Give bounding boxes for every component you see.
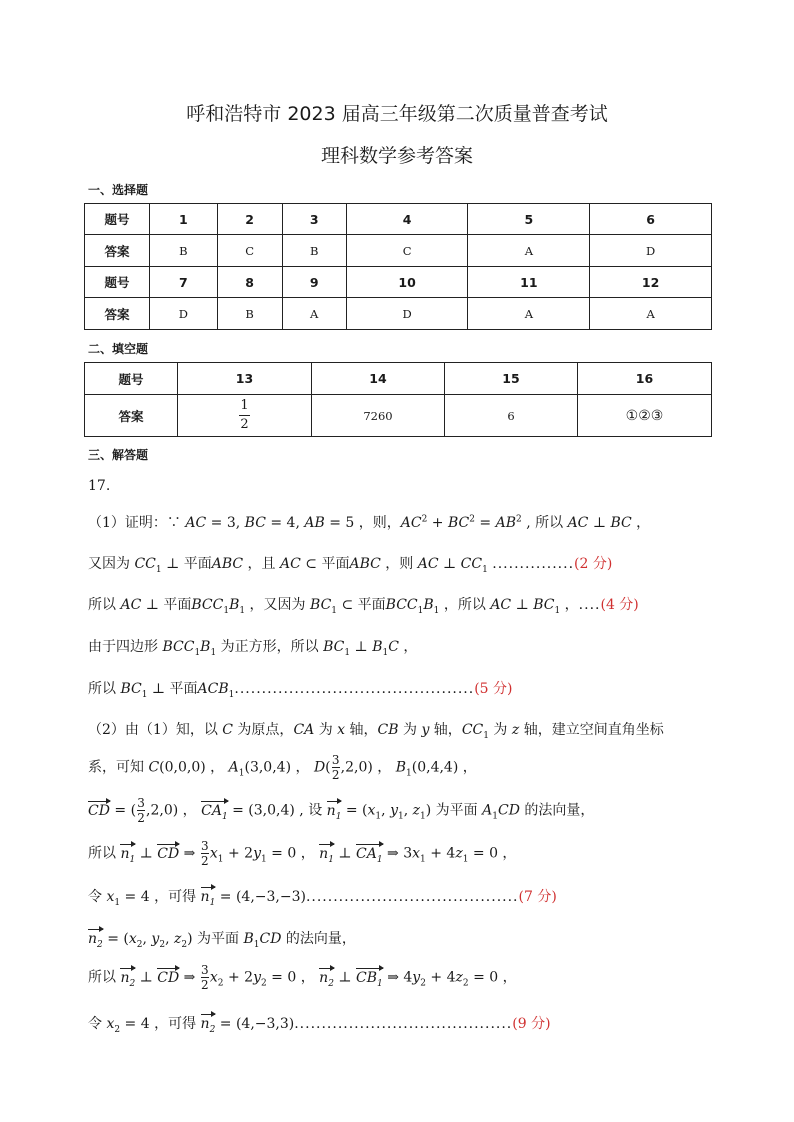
- answer-cell: A: [468, 235, 590, 267]
- answer-cell: A: [590, 298, 712, 330]
- fraction-denominator: 2: [240, 417, 249, 432]
- fill-answer-table: [84, 362, 712, 437]
- solution-line: 又因为 $CC_1$ ⊥ 平面ABC ，且 AC ⊂ 平面ABC ，则 AC ⊥ $CC_1$ ...............(2 分): [88, 556, 613, 575]
- solution-line: $n_2 = (x_2$, $y_2$, $z_2$) 为平面 $B_1CD$ 的法向量，: [88, 931, 356, 950]
- answer-cell: D: [346, 298, 468, 330]
- score-mark: (2 分): [574, 556, 613, 572]
- table-row: [85, 363, 712, 395]
- question-number: 15: [445, 363, 578, 395]
- solution-line: 所以 $BC_1$ ⊥ 平面$ACB_1............................................(5$ 分): [88, 681, 513, 700]
- question-number: 3: [282, 204, 346, 235]
- answer-cell: B: [150, 235, 218, 267]
- question-number: 16: [578, 363, 712, 395]
- question-number: 6: [590, 204, 712, 235]
- section-choice-heading: 一、选择题: [88, 183, 149, 197]
- fraction: [239, 399, 250, 431]
- question-number: 11: [468, 267, 590, 298]
- table-row: [85, 298, 712, 330]
- question-number: 4: [346, 204, 468, 235]
- score-mark: (9 分): [512, 1016, 551, 1032]
- question-number: 7: [150, 267, 218, 298]
- row-label: 题号: [85, 267, 150, 298]
- answer-cell: C: [217, 235, 282, 267]
- table-row: [85, 267, 712, 298]
- solution-line: CD = ( $\frac{3}{2}$ ,2,0) ， $CA_1 = (3,0,4)$ , 设 $n_1 = (x_1$, $y_1$, $z_1$) 为平面 $A_1CD$ 的法向量，: [88, 796, 595, 825]
- score-mark: (7 分): [518, 889, 557, 905]
- question-number: 2: [217, 204, 282, 235]
- answer-cell: ①②③: [578, 395, 712, 437]
- fraction-numerator: 1: [240, 398, 249, 414]
- exam-title: 呼和浩特市 2023 届高三年级第二次质量普查考试: [186, 103, 608, 125]
- solution-line: 系，可知 C(0,0,0) ， $A_1(3,0,4)$ ， D( $\frac{3}{2}$ ,2,0) ， $B_1(0,4,4)$ ，: [88, 753, 477, 782]
- choice-answer-table: [84, 203, 712, 330]
- solution-line: （1）证明：∵ AC = 3, BC = 4, AB = 5 ，则，$AC^2 + BC^2 = AB^2$ , 所以 AC ⊥ BC ，: [88, 514, 651, 531]
- table-row: [85, 204, 712, 235]
- section-fill-heading: 二、填空题: [88, 342, 149, 356]
- answer-cell: C: [346, 235, 468, 267]
- answer-cell: D: [590, 235, 712, 267]
- problem-number: 17.: [88, 478, 111, 494]
- question-number: 5: [468, 204, 590, 235]
- row-label: 题号: [85, 204, 150, 235]
- answer-cell: D: [150, 298, 218, 330]
- question-number: 13: [178, 363, 312, 395]
- answer-cell: 6: [445, 395, 578, 437]
- question-number: 14: [312, 363, 445, 395]
- solution-line: （2）由（1）知，以 C 为原点，CA 为 x 轴，CB 为 y 轴，$CC_1$ 为 z 轴，建立空间直角坐标: [88, 722, 664, 741]
- solution-line: 由于四边形 $BCC_1B_1$ 为正方形，所以 $BC_1$ ⊥ $B_1C$ ，: [88, 639, 418, 658]
- score-mark: (4 分): [600, 597, 639, 613]
- question-number: 12: [590, 267, 712, 298]
- table-row: [85, 235, 712, 267]
- solution-line: 令 $x_2 = 4$ ，可得 $n_2 = (4,-3,3)........................................(9$ 分): [88, 1016, 551, 1035]
- row-label: 答案: [85, 395, 178, 437]
- question-number: 9: [282, 267, 346, 298]
- table-row: [85, 395, 712, 437]
- question-number: 8: [217, 267, 282, 298]
- answer-cell: B: [282, 235, 346, 267]
- section-solution-heading: 三、解答题: [88, 448, 149, 462]
- answer-cell: 7260: [312, 395, 445, 437]
- answer-cell: A: [468, 298, 590, 330]
- score-mark: (5 分): [474, 681, 513, 697]
- answer-cell: B: [217, 298, 282, 330]
- row-label: 答案: [85, 298, 150, 330]
- row-label: 题号: [85, 363, 178, 395]
- solution-line: 令 $x_1 = 4$ ，可得 $n_1 = (4,-3,-3).......................................(7$ 分): [88, 889, 557, 908]
- question-number: 1: [150, 204, 218, 235]
- solution-line: 所以 AC ⊥ 平面$BCC_1B_1$ ，又因为 $BC_1$ ⊂ 平面$BCC_1B_1$ ，所以 AC ⊥ $BC_1$ ，....(4 分): [88, 597, 639, 616]
- answer-cell: A: [282, 298, 346, 330]
- solution-line: 所以 $n_2$ ⊥ CD ⇒ $\frac{3}{2}$ $x_2 + 2y_2 = 0$ ， $n_2$ ⊥ $CB_1$ ⇒ $4y_2 + 4z_2 = 0$ ，: [88, 963, 517, 992]
- answer-cell: [178, 395, 312, 437]
- solution-line: 所以 $n_1$ ⊥ CD ⇒ $\frac{3}{2}$ $x_1 + 2y_1 = 0$ ， $n_1$ ⊥ $CA_1$ ⇒ $3x_1 + 4z_1 = 0$ ，: [88, 839, 517, 868]
- question-number: 10: [346, 267, 468, 298]
- exam-subtitle: 理科数学参考答案: [320, 145, 473, 167]
- row-label: 答案: [85, 235, 150, 267]
